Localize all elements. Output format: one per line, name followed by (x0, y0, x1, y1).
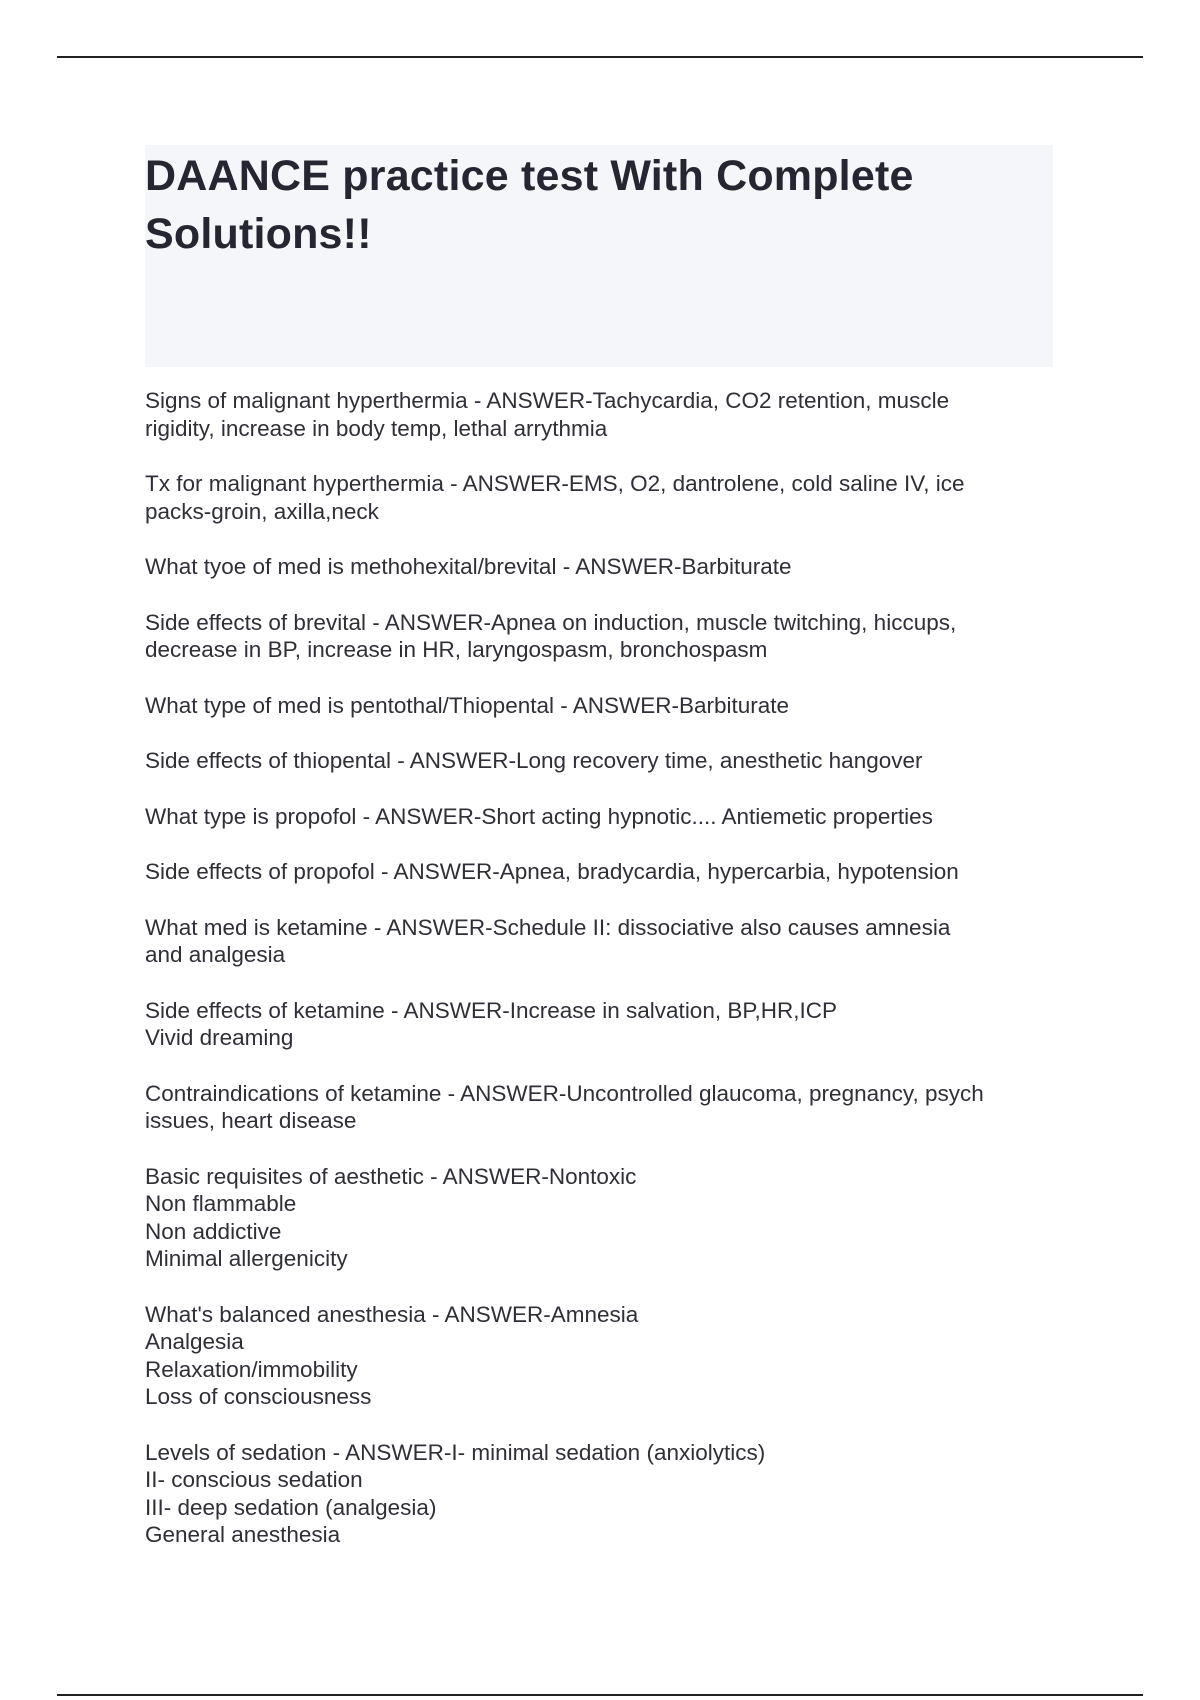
qa-item: Basic requisites of aesthetic - ANSWER-Nontoxic Non flammable Non addictive Minimal allergenicity (145, 1163, 637, 1271)
qa-list (145, 387, 1055, 1549)
qa-item: What tyoe of med is methohexital/brevital - ANSWER-Barbiturate (145, 554, 792, 579)
qa-item: What type of med is pentothal/Thiopental - ANSWER-Barbiturate (145, 692, 790, 718)
qa-item: Side effects of ketamine - ANSWER-Increase in salvation, BP,HR,ICP Vivid dreaming (145, 997, 837, 1050)
qa-item: Levels of sedation - ANSWER-I- minimal sedation (anxiolytics) II- conscious sedation III- deep sedation (analgesia) General anesthesia (145, 1439, 766, 1547)
document-body (145, 145, 1055, 1577)
qa-item: Signs of malignant hyperthermia - ANSWER-Tachycardia, CO2 retention, muscle rigidity, increase in body temp, lethal arrythmia (145, 388, 950, 441)
qa-item: Side effects of propofol - ANSWER-Apnea, bradycardia, hypercarbia, hypotension (145, 859, 959, 884)
document-title: DAANCE practice test With Complete Solutions!! (145, 152, 914, 258)
qa-item: Tx for malignant hyperthermia - ANSWER-EMS, O2, dantrolene, cold saline IV, ice packs-groin, axilla,neck (145, 471, 965, 524)
qa-item: Side effects of thiopental - ANSWER-Long recovery time, anesthetic hangover (145, 748, 923, 773)
title-block (145, 145, 1053, 367)
qa-item: What type is propofol - ANSWER-Short acting hypnotic.... Antiemetic properties (145, 803, 933, 829)
qa-item: Contraindications of ketamine - ANSWER-Uncontrolled glaucoma, pregnancy, psych issues, heart disease (145, 1080, 984, 1133)
bottom-rule (57, 1694, 1143, 1696)
qa-item: What med is ketamine - ANSWER-Schedule II: dissociative also causes amnesia and analgesia (145, 914, 951, 967)
top-rule (57, 56, 1143, 58)
qa-item: What's balanced anesthesia - ANSWER-Amnesia Analgesia Relaxation/immobility Loss of consciousness (145, 1301, 639, 1409)
qa-item: Side effects of brevital - ANSWER-Apnea on induction, muscle twitching, hiccups, decrease in BP, increase in HR, laryngospasm, bronchospasm (145, 609, 957, 662)
